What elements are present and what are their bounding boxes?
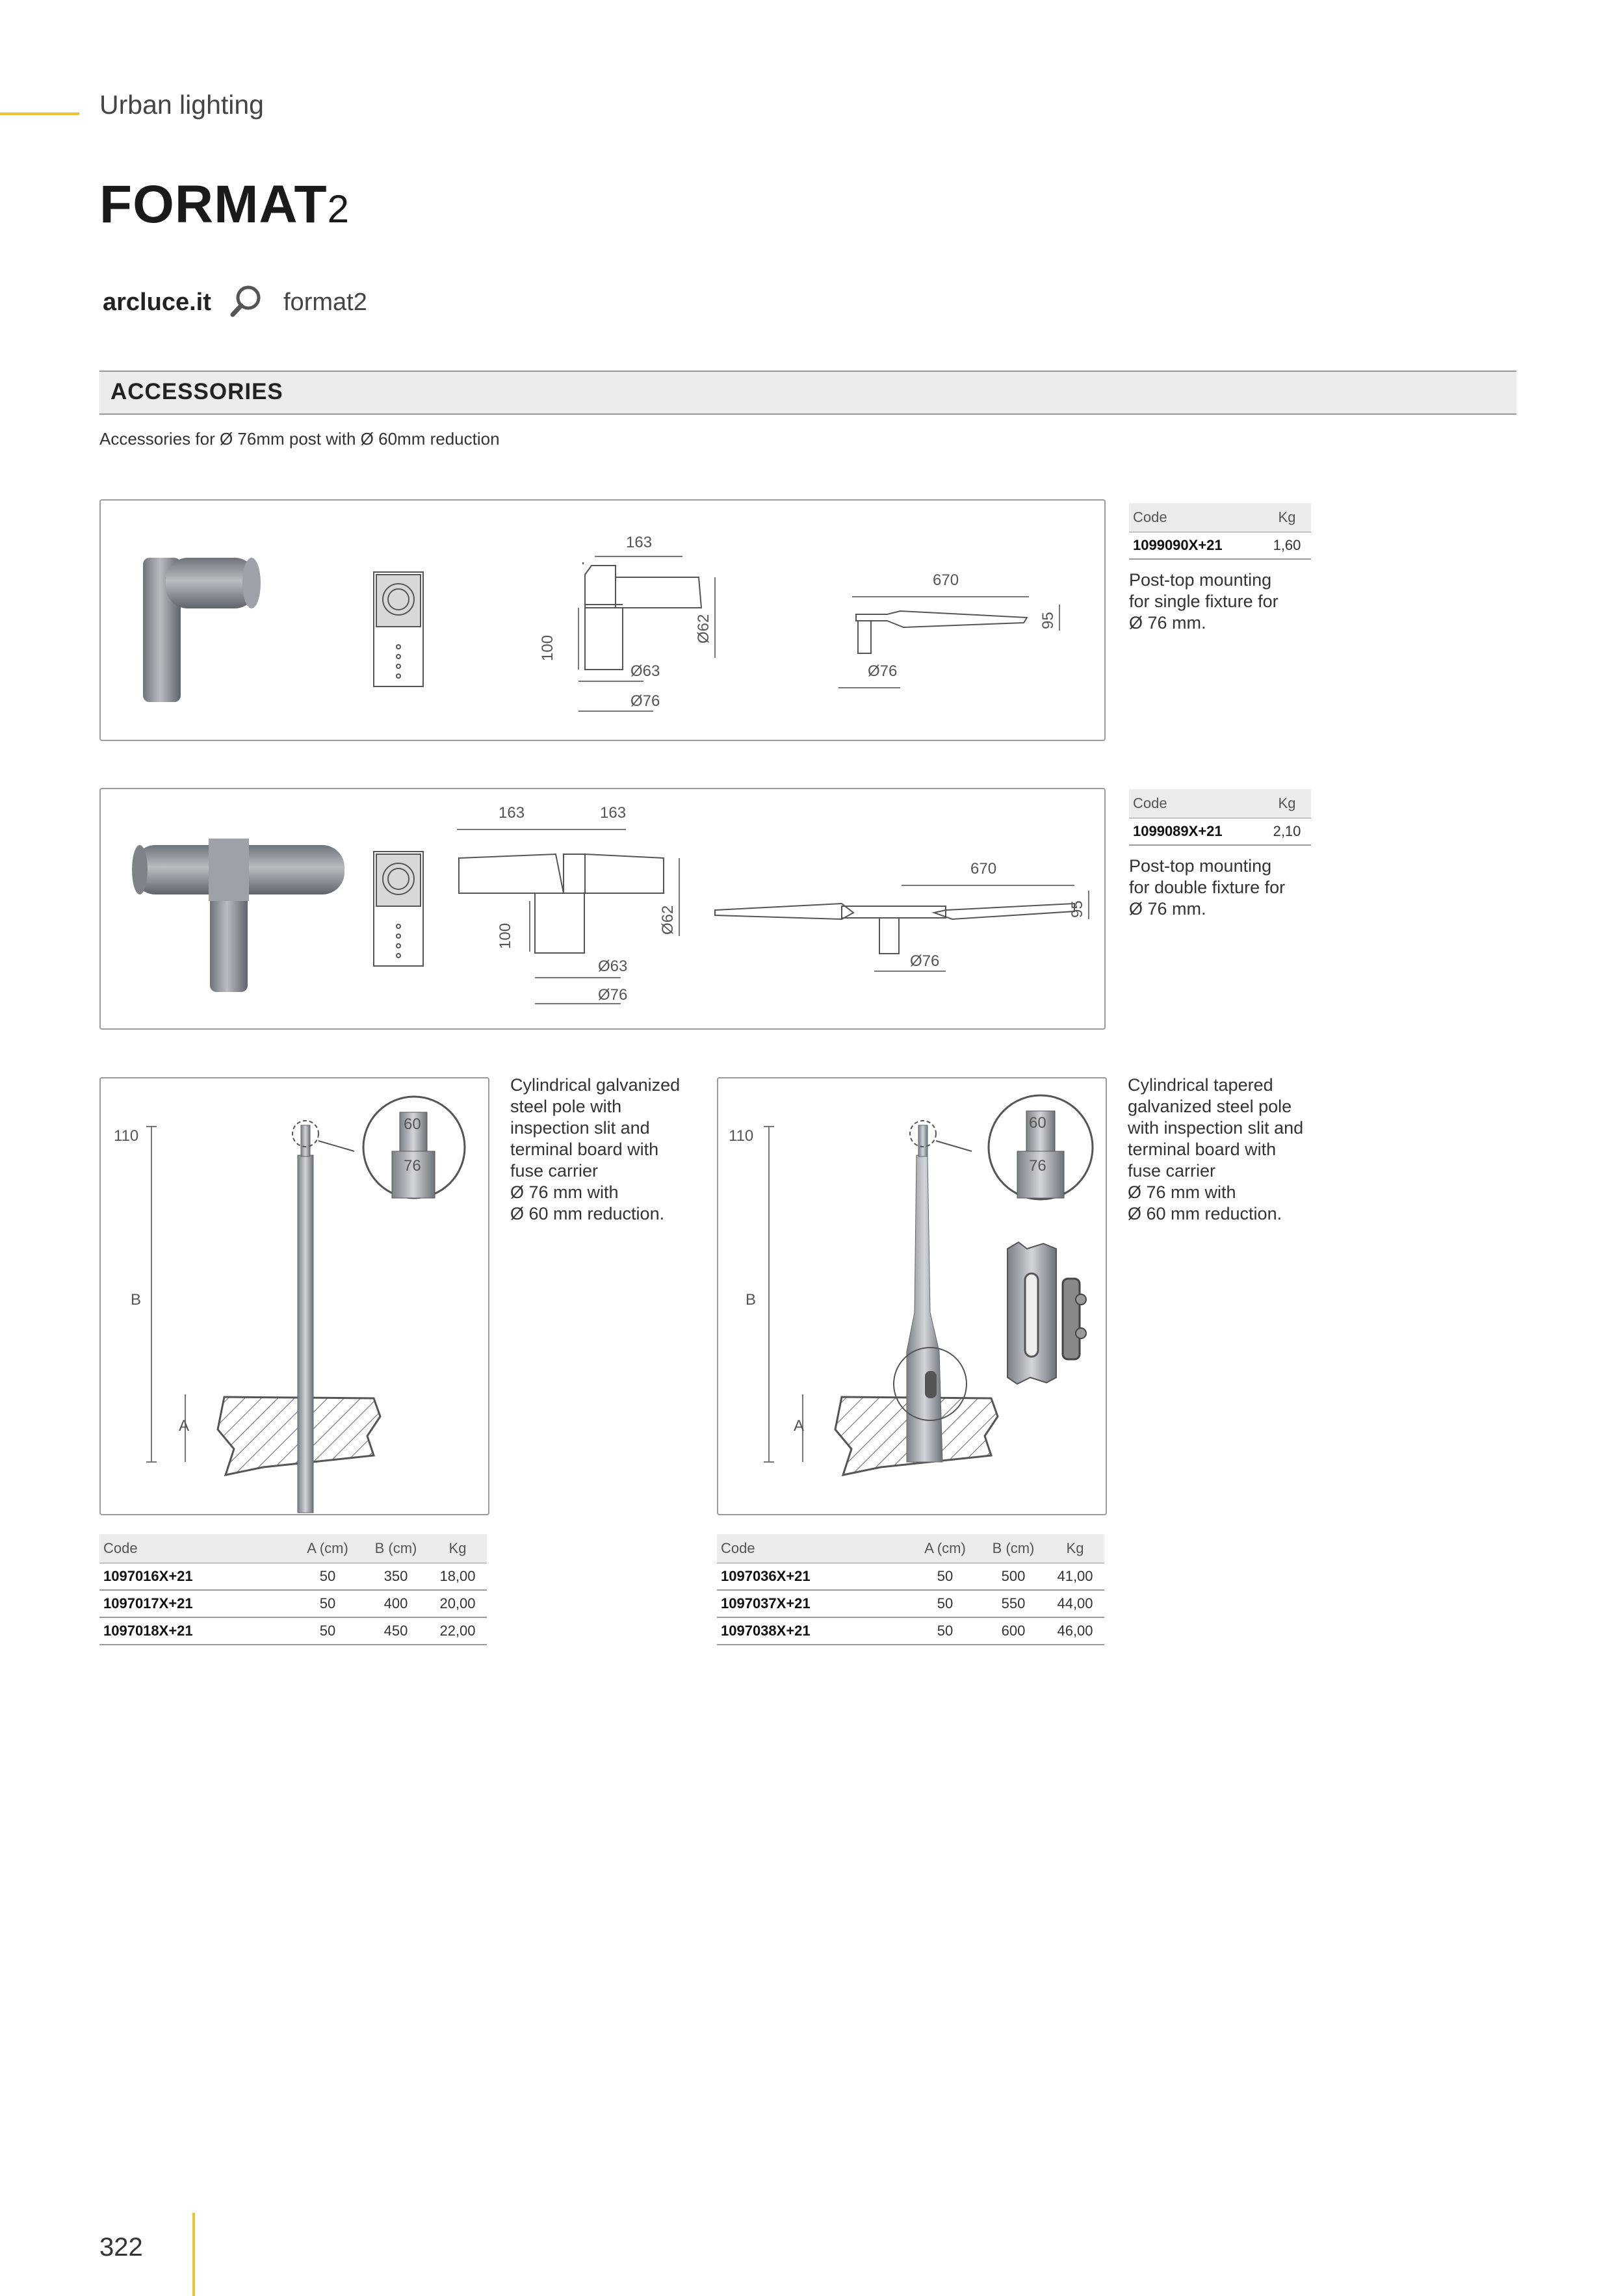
- cell-kg: 20,00: [439, 1595, 476, 1611]
- desc-line: galvanized steel pole: [1128, 1097, 1292, 1116]
- dim-label: B: [131, 1291, 142, 1309]
- desc-line: with inspection slit and: [1128, 1118, 1304, 1138]
- desc-line: Ø 60 mm reduction.: [1128, 1204, 1282, 1223]
- drawing-box-tapered-pole: [717, 1077, 1107, 1515]
- col-header-a: A (cm): [924, 1540, 966, 1556]
- cell-kg: 44,00: [1057, 1595, 1093, 1611]
- dim-label: 100: [539, 634, 556, 661]
- cell-a: 50: [937, 1595, 954, 1611]
- cell-kg: 46,00: [1057, 1623, 1093, 1639]
- desc-line: Ø 76 mm.: [1129, 899, 1206, 919]
- dim-label: 110: [114, 1127, 139, 1145]
- pole-reduction: [301, 1125, 310, 1156]
- footer-accent-rule: [192, 2213, 195, 2296]
- dim-label: Ø63: [598, 958, 628, 975]
- cell-b: 400: [383, 1595, 408, 1611]
- col-header-b: B (cm): [374, 1540, 417, 1556]
- drawing-box-single-mount: [99, 499, 1106, 741]
- product-code: 1099089X+21: [1133, 823, 1223, 839]
- desc-line: Post-top mounting: [1129, 570, 1272, 590]
- description-cylindrical-pole: [510, 1075, 705, 1225]
- desc-line: terminal board with: [510, 1140, 659, 1159]
- pole-reduction: [918, 1125, 928, 1156]
- dim-label: Ø76: [868, 662, 898, 680]
- col-header-kg: Kg: [1278, 509, 1296, 525]
- pole-shaft: [298, 1155, 313, 1513]
- col-header-b: B (cm): [992, 1540, 1035, 1556]
- dim-label: 60: [1029, 1114, 1046, 1132]
- col-header-kg: Kg: [1278, 795, 1296, 811]
- desc-line: Cylindrical galvanized: [510, 1075, 681, 1095]
- single-mount-drawing: [101, 501, 1104, 740]
- description-single-mount: [1129, 569, 1324, 634]
- desc-line: steel pole with: [510, 1097, 622, 1116]
- col-header-code: Code: [721, 1540, 755, 1556]
- section-label: Urban lighting: [99, 90, 264, 120]
- table-row: [717, 1563, 1104, 1591]
- cell-a: 50: [937, 1623, 954, 1639]
- section-accent-rule: [0, 112, 79, 115]
- inspection-slit-detail: [1007, 1242, 1086, 1384]
- accessories-band: [99, 371, 1516, 415]
- cell-b: 600: [1001, 1623, 1026, 1639]
- description-tapered-pole: [1128, 1075, 1323, 1225]
- dim-label: Ø76: [630, 692, 660, 710]
- col-header-a: A (cm): [307, 1540, 348, 1556]
- double-mount-section: [457, 829, 679, 1004]
- product-code: 1097037X+21: [721, 1595, 811, 1611]
- dim-label: A: [794, 1417, 805, 1435]
- accessories-title: ACCESSORIES: [110, 379, 283, 404]
- cell-kg: 18,00: [439, 1568, 476, 1584]
- desc-line: fuse carrier: [510, 1161, 599, 1181]
- table-row: [717, 1618, 1104, 1645]
- table-row: [99, 1618, 487, 1645]
- desc-line: Ø 76 mm.: [1129, 613, 1206, 633]
- cell-b: 550: [1001, 1595, 1026, 1611]
- dim-label: 95: [1069, 900, 1086, 918]
- product-code: 1097016X+21: [103, 1568, 193, 1584]
- desc-line: fuse carrier: [1128, 1161, 1216, 1181]
- col-header-code: Code: [1133, 795, 1167, 811]
- dim-label: 163: [600, 804, 627, 822]
- col-header-kg: Kg: [1066, 1540, 1084, 1556]
- spec-table-cylindrical-pole: [99, 1534, 487, 1645]
- dim-label: Ø63: [630, 662, 660, 680]
- col-header-code: Code: [103, 1540, 138, 1556]
- dim-label: B: [746, 1291, 757, 1309]
- single-mount-render: [143, 558, 261, 702]
- desc-line: terminal board with: [1128, 1140, 1277, 1159]
- desc-line: Post-top mounting: [1129, 856, 1272, 876]
- table-row: [99, 1591, 487, 1618]
- dim-label: Ø62: [695, 614, 712, 644]
- cell-b: 450: [383, 1623, 408, 1639]
- dim-label: Ø76: [910, 952, 940, 970]
- product-code: 1097018X+21: [103, 1623, 193, 1639]
- desc-line: for double fixture for: [1129, 878, 1286, 897]
- spec-table-tapered-pole: [717, 1534, 1104, 1645]
- col-header-kg: Kg: [448, 1540, 467, 1556]
- double-mount-drawing: [101, 789, 1104, 1028]
- product-code: 1097038X+21: [721, 1623, 811, 1639]
- dim-label: 100: [497, 922, 514, 949]
- cell-a: 50: [937, 1568, 954, 1584]
- cell-b: 500: [1001, 1568, 1026, 1584]
- tapered-pole-drawing: [718, 1078, 1106, 1514]
- dim-label: 670: [970, 860, 997, 878]
- double-mount-render: [132, 839, 344, 992]
- dim-label: A: [179, 1417, 190, 1435]
- dim-label: 60: [404, 1115, 421, 1133]
- search-term: format2: [283, 289, 367, 316]
- product-title-suffix: 2: [327, 187, 350, 231]
- cell-kg: 22,00: [439, 1623, 476, 1639]
- col-header-code: Code: [1133, 509, 1167, 525]
- dim-label: Ø76: [598, 986, 628, 1004]
- dim-label: 76: [1029, 1157, 1046, 1175]
- desc-line: inspection slit and: [510, 1118, 650, 1138]
- drawing-box-cylindrical-pole: [99, 1077, 489, 1515]
- cylindrical-pole-drawing: [101, 1078, 488, 1514]
- table-row: [717, 1591, 1104, 1618]
- single-mount-front-view: [374, 572, 423, 686]
- desc-line: Cylindrical tapered: [1128, 1075, 1273, 1095]
- cell-a: 50: [319, 1623, 336, 1639]
- dim-label: 95: [1039, 612, 1057, 629]
- description-double-mount: [1129, 855, 1324, 920]
- product-weight: 1,60: [1273, 537, 1301, 553]
- accessories-intro: Accessories for Ø 76mm post with Ø 60mm reduction: [99, 429, 500, 449]
- cell-a: 50: [319, 1568, 336, 1584]
- spec-table-single-mount: [1129, 503, 1311, 560]
- dim-label: 76: [404, 1157, 421, 1175]
- double-mount-elevation: [715, 885, 1089, 971]
- product-title: [99, 174, 350, 235]
- drawing-box-double-mount: [99, 788, 1106, 1030]
- page-number: 322: [99, 2233, 143, 2262]
- double-mount-front-view: [374, 852, 423, 966]
- dim-label: Ø62: [659, 905, 677, 935]
- desc-line: Ø 76 mm with: [510, 1182, 619, 1202]
- table-row: [99, 1563, 487, 1591]
- spec-table-double-mount: [1129, 789, 1311, 846]
- cell-b: 350: [383, 1568, 408, 1584]
- desc-line: Ø 76 mm with: [1128, 1182, 1236, 1202]
- dim-label: 110: [729, 1127, 754, 1145]
- cell-a: 50: [319, 1595, 336, 1611]
- product-code: 1097036X+21: [721, 1568, 811, 1584]
- product-weight: 2,10: [1273, 823, 1301, 839]
- product-title-main: FORMAT: [99, 175, 328, 234]
- search-icon: [229, 283, 264, 319]
- dim-label: 163: [626, 534, 653, 551]
- desc-line: for single fixture for: [1129, 592, 1279, 611]
- dim-label: 163: [499, 804, 525, 822]
- dim-label: 670: [933, 571, 959, 589]
- desc-line: Ø 60 mm reduction.: [510, 1204, 665, 1223]
- product-code: 1099090X+21: [1133, 537, 1223, 553]
- cell-kg: 41,00: [1057, 1568, 1093, 1584]
- product-code: 1097017X+21: [103, 1595, 193, 1611]
- site-link[interactable]: arcluce.it: [103, 289, 211, 316]
